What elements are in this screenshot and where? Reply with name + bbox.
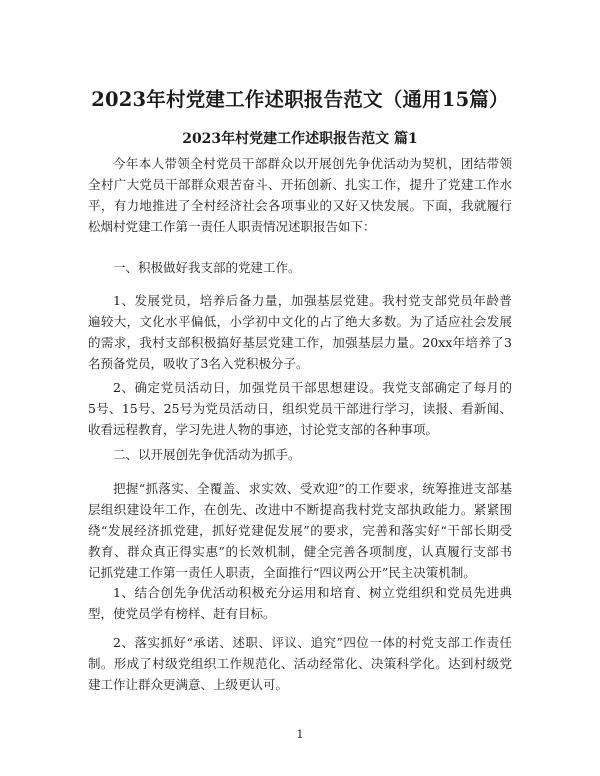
paragraph-line: 建工作让群众更满意、上级更认可。: [88, 677, 289, 692]
paragraph-line: 名预备党员，吸收了3名入党积极分子。: [88, 356, 309, 371]
paragraph-line: 1、结合创先争优活动积极充分运用和培育、树立党组织和党员先进典: [113, 585, 512, 600]
paragraph-line: 今年本人带领全村党员干部群众以开展创先争优活动为契机，团结带领: [113, 156, 512, 171]
paragraph-line: 1、发展党员，培养后备力量，加强基层党建。我村党支部党员年龄普: [113, 293, 512, 308]
paragraph-line: 2、确定党员活动日，加强党员干部思想建设。我党支部确定了每月的: [113, 380, 512, 395]
paragraph: [88, 153, 512, 237]
paragraph-line: 全村广大党员干部群众艰苦奋斗、开拓创新、扎实工作，提升了党建工作水: [88, 177, 512, 192]
paragraph-line: 平，有力地推进了全村经济社会各项事业的又好又快发展。下面，我就履行: [88, 198, 512, 213]
paragraph-line: 二、以开展创先争优活动为抓手。: [113, 447, 301, 462]
paragraph-line: 遍较大，文化水平偏低，小学初中文化的占了绝大多数。为了适应社会发展: [88, 314, 512, 329]
paragraph: [88, 444, 512, 465]
paragraph: [88, 290, 512, 374]
page-number: 1: [296, 728, 304, 741]
paragraph: [88, 377, 512, 440]
paragraph-line: 的需求，我村支部积极搞好基层党建工作，加强基层力量。20xx年培养了3: [88, 335, 512, 350]
paragraph-line: 制。形成了村级党组织工作规范化、活动经常化、决策科学化。达到村级党: [88, 656, 512, 671]
paragraph-line: 绕“发展经济抓党建，抓好党建促发展”的要求，完善和落实好“干部长期受: [88, 523, 512, 538]
paragraph-line: 记抓党建工作第一责任人职责，全面推行“四议两公开”民主决策机制。: [88, 565, 476, 580]
document-title: 2023年村党建工作述职报告范文（通用15篇）: [91, 88, 509, 111]
paragraph-line: 教育、群众真正得实惠”的长效机制，健全完善各项制度，认真履行支部书: [88, 544, 512, 559]
paragraph-line: 收看远程教育，学习先进人物的事迹，讨论党支部的各种事项。: [88, 422, 439, 437]
paragraph-line: 层组织建设年工作，在创先、改进中不断提高我村党支部执政能力。紧紧围: [88, 502, 512, 517]
paragraph: [88, 257, 512, 278]
paragraph: [88, 632, 512, 695]
paragraph-line: 把握“抓落实、全覆盖、求实效、受欢迎”的工作要求，统筹推进支部基: [113, 481, 512, 496]
paragraph-line: 松烟村党建工作第一责任人职责情况述职报告如下：: [88, 219, 376, 234]
paragraph: [88, 478, 512, 583]
paragraph-line: 5号、15号、25号为党员活动日，组织党员干部进行学习，读报、看新闻、: [88, 401, 512, 416]
paragraph-line: 一、积极做好我支部的党建工作。: [113, 260, 301, 275]
paragraph-line: 型，使党员学有榜样、赶有目标。: [88, 606, 276, 621]
section-title: 2023年村党建工作述职报告范文 篇1: [182, 131, 418, 147]
paragraph: [88, 582, 512, 624]
paragraph-line: 2、落实抓好“承诺、述职、评议、追究”四位一体的村党支部工作责任: [113, 635, 512, 650]
